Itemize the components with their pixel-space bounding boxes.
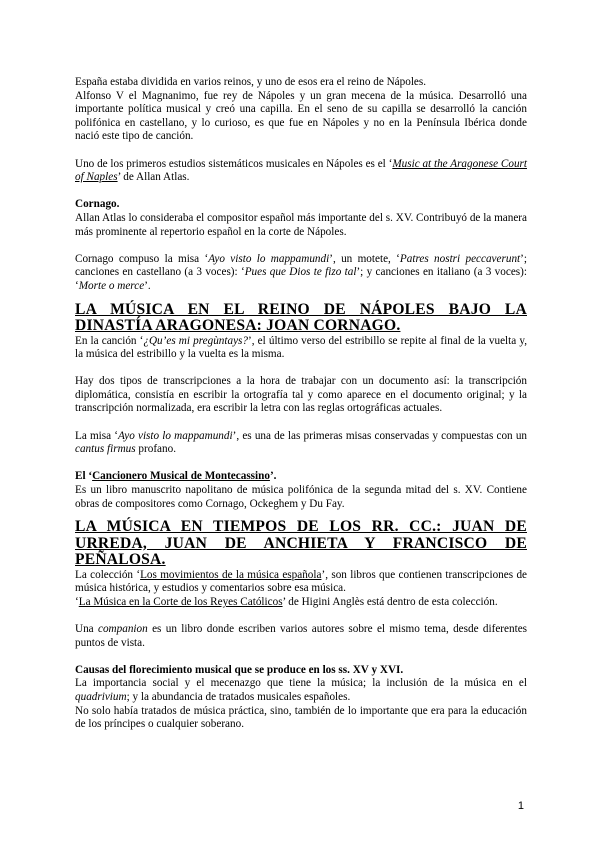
text: Cornago compuso la misa ‘ <box>75 252 209 265</box>
text: La colección ‘ <box>75 568 141 581</box>
paragraph <box>75 623 527 650</box>
text: ’. <box>144 279 151 292</box>
text: ’, un motete, ‘ <box>329 252 400 265</box>
text: ’ de Higini Anglès está dentro de esta colección. <box>282 595 498 608</box>
term: companion <box>98 623 148 636</box>
paragraph: No solo había tratados de música práctica, sino, también de lo importante que era para la educación de los príncipes o cualquier soberano. <box>75 704 527 731</box>
text: es un libro donde escriben varios autores sobre el mismo tema, desde diferentes puntos de vista. <box>75 623 528 649</box>
section-heading: Causas del florecimiento musical que se produce en los ss. XV y XVI. <box>75 663 404 676</box>
text: ’; canciones en castellano (a 3 voces): ‘ <box>75 252 527 279</box>
book-title: Los movimientos de la música española <box>140 568 322 581</box>
text: profano. <box>135 443 176 456</box>
text: ; y la abundancia de tratados musicales españoles. <box>126 691 351 704</box>
text: ’. <box>269 470 277 483</box>
text: Uno de los primeros estudios sistemáticos musicales en Nápoles es el ‘ <box>75 157 393 170</box>
text: En la canción ‘ <box>75 334 144 347</box>
document-page <box>75 76 527 732</box>
work-title: Pues que Dios te fizo tal <box>244 266 357 279</box>
text: ’, es una de las primeras misas conservadas y compuestas con un <box>232 429 528 442</box>
paragraph: Hay dos tipos de transcripciones a la hora de trabajar con un documento así: la transcripción diplomática, consistía en escribir la ortografía tal y como aparece en el documento original; y la transcripción normalizada, era escribir la letra con las reglas ortográficas actuales. <box>75 375 527 415</box>
text: ‘ <box>75 595 79 608</box>
text: ’ de Allan Atlas. <box>117 171 190 184</box>
work-title: Ayo visto lo mappamundi <box>118 429 233 442</box>
paragraph: Allan Atlas lo consideraba el compositor español más importante del s. XV. Contribuyó de la manera más prominente al repertorio español en la corte de Nápoles. <box>75 211 527 238</box>
text: La importancia social y el mecenazgo que tiene la música; la inclusión de la música en el <box>75 677 527 690</box>
page-number: 1 <box>517 800 524 812</box>
paragraph: Es un libro manuscrito napolitano de música polifónica de la segunda mitad del s. XV. Contiene obras de compositores como Cornago, Ockeghem y Du Fay. <box>75 484 527 510</box>
term: quadrivium <box>75 691 127 704</box>
paragraph: España estaba dividida en varios reinos, y uno de esos era el reino de Nápoles. <box>75 76 427 88</box>
paragraph <box>75 253 527 294</box>
work-title: Morte o merce <box>78 279 145 292</box>
paragraph <box>75 596 527 610</box>
term: cantus firmus <box>75 443 136 456</box>
paragraph <box>75 677 527 704</box>
paragraph <box>75 335 527 362</box>
chapter-heading: LA MÚSICA EN EL REINO DE NÁPOLES BAJO LA DINASTÍA ARAGONESA: JOAN CORNAGO. <box>75 300 527 334</box>
section-heading <box>75 470 527 484</box>
work-title: Patres nostri peccaverunt <box>399 252 521 265</box>
book-title-link: Music at the Aragonese Court of Naples <box>75 157 527 184</box>
work-title: Ayo visto lo mappamundi <box>208 252 330 265</box>
text: Una <box>75 623 98 636</box>
paragraph <box>75 569 527 596</box>
book-title: La Música en la Corte de los Reyes Católicos <box>78 595 283 608</box>
text: El ‘ <box>75 470 93 483</box>
text: ’, el último verso del estribillo se repite al final de la vuelta y, la música del estribillo y la vuelta es la misma. <box>75 334 528 361</box>
paragraph <box>75 158 527 185</box>
section-heading: Cornago. <box>75 198 120 211</box>
paragraph <box>75 430 527 457</box>
work-title: Cancionero Musical de Montecassino <box>92 470 270 483</box>
text: La misa ‘ <box>75 429 119 442</box>
work-title: ¿Qu’es mi pregùntays? <box>143 334 249 347</box>
text: ’, son libros que contienen transcripciones de música histórica, y estudios y comentarios sobre esa música. <box>75 568 527 595</box>
chapter-heading: LA MÚSICA EN TIEMPOS DE LOS RR. CC.: JUAN DE URREDA, JUAN DE ANCHIETA Y FRANCISCO DE PEÑALOSA. <box>75 518 527 569</box>
text: ’; y canciones en italiano (a 3 voces): ‘ <box>75 266 527 292</box>
paragraph: Alfonso V el Magnanimo, fue rey de Nápoles y un gran mecena de la música. Desarrolló una importante política musical y creó una capilla. En el seno de su capilla se desarrolló la canción polifónica en castellano, y lo curioso, es que fue en Nápoles y no en la Península Ibérica donde nació este tipo de canción. <box>75 89 527 143</box>
